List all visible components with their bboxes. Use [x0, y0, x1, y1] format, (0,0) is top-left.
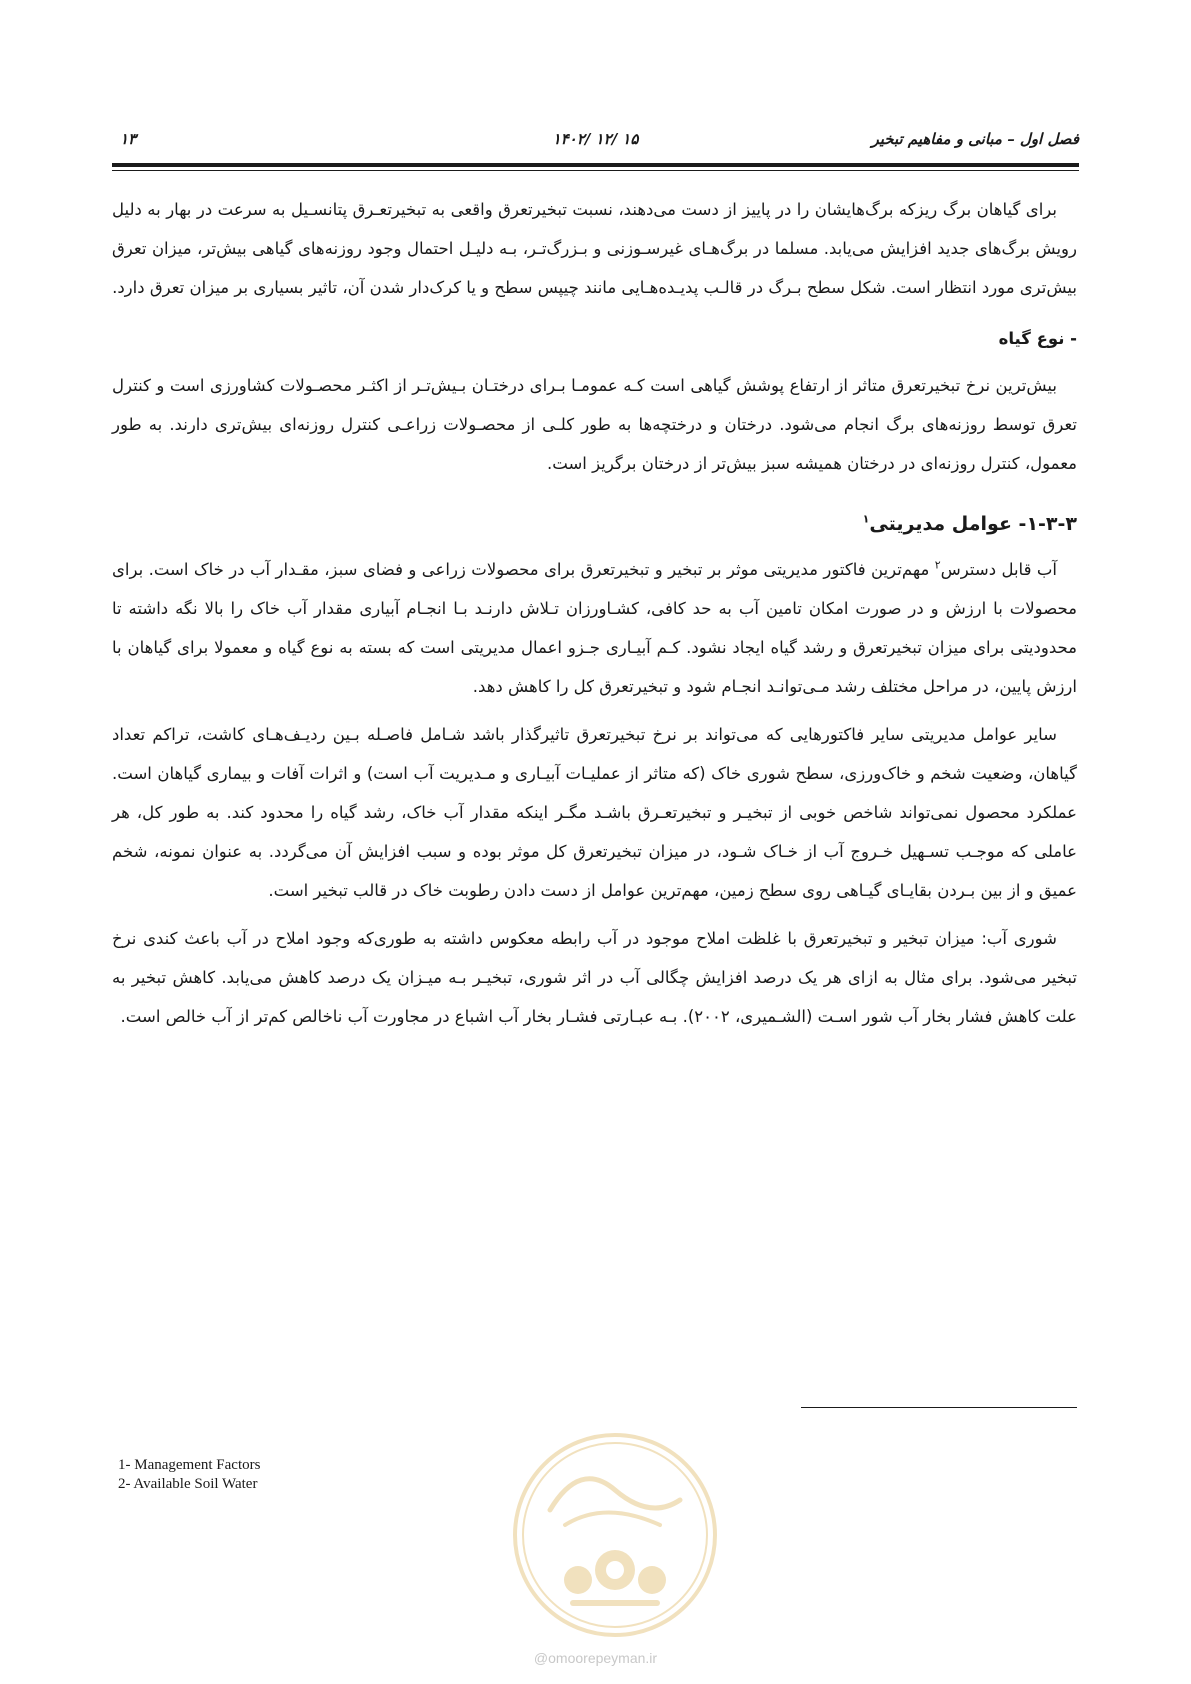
- chapter-title: فصل اول – مبانی و مفاهیم تبخیر: [871, 130, 1079, 148]
- header-rule-thick: [112, 163, 1079, 167]
- subheading-plant-type: - نوع گیاه: [998, 329, 1077, 348]
- paragraph-other-factors: سایر عوامل مدیریتی سایر فاکتورهایی که می‌تواند بر نرخ تبخیرتعرق تاثیرگذار باشد شـامل فاصـله بـین ردیـف‌هـای کاشت، تراکم تعداد گیاهان، وضعیت شخم و خاک‌ورزی، سطح شوری خاک (که متاثر از عملیـات آبیـاری و مـدیریت آب است) و اثرات آفات و بیماری گیاهان است. عملکرد محصول نمی‌تواند شاخص خوبی از تبخیـر و تبخیرتعـرق باشـد مگـر اینکه مقدار آب خاک، رشد گیاه را محدود کند. به طور کل، هر عاملی که موجـب تسـهیل خـروج آب از خـاک شـود، در میزان تبخیرتعرق کل موثر بوده و سبب افزایش آن می‌گردد. به عنوان نمونه، شخم عمیق و از بین بـردن بقایـای گیـاهی روی سطح زمین، مهم‌ترین عوامل از دست دادن رطوبت خاک در قالب تبخیر است.: [112, 725, 1077, 900]
- section-heading-text: ۱-۳-۳- عوامل مدیریتی: [869, 513, 1077, 535]
- paragraph-available-water-text: مهم‌ترین فاکتور مدیریتی موثر بر تبخیر و تبخیرتعرق برای محصولات زراعی و فضای سبز، مقـدار آب در خاک است. برای محصولات با ارزش و در صورت امکان تامین آب به حد کافی، کشـاورزان تـلاش دارنـد بـا انجـام آبیاری مقدار آب خاک را بالا نگه داشته تا محدودیتی برای میزان تبخیرتعرق و رشد گیاه ایجاد نشود. کـم آبیـاری جـزو اعمال مدیریتی است که بسته به نوع گیاه و معمولا برای گیاهان با ارزش پایین، در مراحل مختلف رشد مـی‌توانـد انجـام شود و تبخیرتعرق کل را کاهش دهد.: [112, 560, 1077, 696]
- section-heading-management: [112, 505, 1077, 544]
- page-number: ۱۳: [120, 130, 137, 148]
- watermark-url: @omoorepeyman.ir: [533, 1650, 658, 1666]
- paragraph-plant-type: بیش‌ترین نرخ تبخیرتعرق متاثر از ارتفاع پوشش گیاهی است کـه عمومـا بـرای درختـان بـیش‌تـر از اکثـر محصـولات کشاورزی است و کنترل تعرق توسط روزنه‌های برگ انجام می‌شود. درختان و درختچه‌ها به طور کلـی از محصـولات زراعـی کنترل روزنه‌ای بیش‌تری دارند. به طور معمول، کنترل روزنه‌ای در درختان همیشه سبز بیش‌تر از درختان برگریز است.: [112, 376, 1077, 473]
- paragraph-available-water-lead: آب قابل دسترس: [940, 560, 1057, 579]
- page-header: [112, 126, 1079, 152]
- header-date: ۱۴۰۲/ ۱۲/ ۱۵: [552, 130, 639, 148]
- footnotes: [118, 1456, 260, 1494]
- watermark-url-text: omoorepeyman.ir: [548, 1650, 658, 1666]
- watermark-seal-logo: [510, 1430, 720, 1640]
- footnote-ref-2: ۲: [934, 558, 941, 572]
- paragraph-salinity: شوری آب: میزان تبخیر و تبخیرتعرق با غلظت املاح موجود در آب رابطه معکوس داشته به طوری‌که وجود املاح در آب باعث کندی نرخ تبخیر می‌شود. برای مثال به ازای هر یک درصد افزایش چگالی آب در اثر شوری، تبخیـر بـه میـزان یک درصد کاهش می‌یابد. کاهش تبخیر به علت کاهش فشار بخار آب شور اسـت (الشـمیری، ۲۰۰۲). بـه عبـارتی فشـار بخار آب اشباع در مجاورت آب ناخالص کم‌تر از آب خالص است.: [112, 929, 1077, 1026]
- footnote-1: 1- Management Factors: [118, 1457, 261, 1473]
- paragraph-available-water: [112, 550, 1077, 706]
- page-body: [112, 190, 1077, 1045]
- paragraph-leaf-ratio: برای گیاهان برگ ریزکه برگ‌هایشان را در پاییز از دست می‌دهند، نسبت تبخیرتعرق واقعی به تبخیرتعـرق پتانسـیل به سرعت در بهار به دلیل رویش برگ‌های جدید افزایش می‌یابد. مسلما در برگ‌هـای غیرسـوزنی و بـزرگ‌تـر، بـه دلیـل احتمال وجود روزنه‌های گیاهی بیش‌تر، میزان تعرق بیش‌تری مورد انتظار است. شکل سطح بـرگ در قالـب پدیـده‌هـایی مانند چیپس سطح و یا کرک‌دار شدن آن، تاثیر بسیاری بر میزان تعرق دارد.: [112, 200, 1077, 297]
- footnote-ref-1: ۱: [862, 512, 870, 526]
- footnote-2: 2- Available Soil Water: [118, 1476, 258, 1492]
- footnote-separator: [801, 1407, 1077, 1408]
- header-rule-thin: [112, 170, 1079, 171]
